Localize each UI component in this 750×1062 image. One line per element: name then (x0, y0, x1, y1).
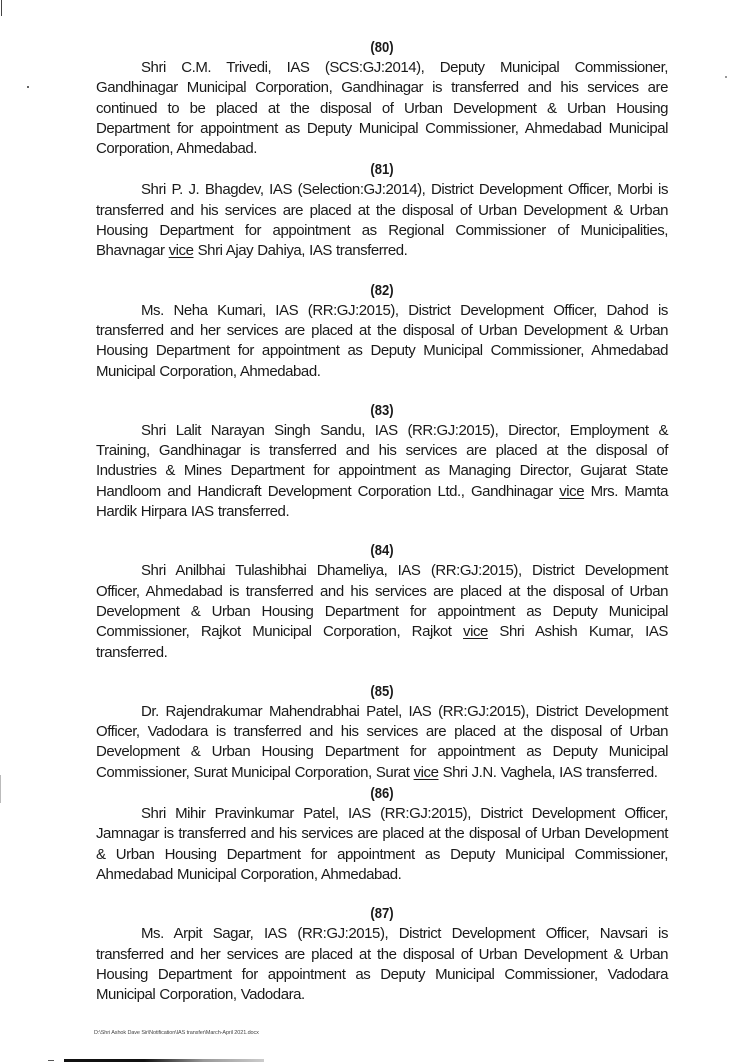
section-text-main: Shri Anilbhai Tulashibhai Dhameliya, IAS (RR:GJ:2015), District Development Officer, Ahmedabad is transferred and his services are placed at the disposal of Urban Development & Urban Housing Department for appointment as Deputy Municipal Commissioner, Rajkot Municipal Corporation, Rajkot (96, 562, 668, 641)
section-text-main: Shri Mihir Pravinkumar Patel, IAS (RR:GJ:2015), District Development Officer, Jamnagar is transferred and his services are placed at the disposal of Urban Development & Urban Housing Department for appointment as Deputy Municipal Commissioner, Ahmedabad Municipal Corporation, Ahmedabad. (96, 805, 668, 883)
scan-speck (27, 86, 29, 88)
order-section-80 (96, 38, 668, 159)
section-text (96, 58, 668, 159)
section-number: (82) (370, 282, 394, 299)
vice-underlined: vice (463, 623, 488, 641)
section-number: (81) (370, 162, 394, 179)
order-section-85 (96, 682, 668, 783)
vice-underlined: vice (559, 482, 585, 500)
file-path-footer: D:\Shri Ashok Dave Sir\Notification\IAS transfer\March-April 2021.docx (94, 1030, 259, 1036)
section-number: (83) (370, 402, 394, 419)
section-text (96, 561, 668, 662)
order-section-83 (96, 401, 668, 522)
section-text-tail: Shri J.N. Vaghela, IAS transferred. (438, 763, 658, 781)
section-text-tail: Shri Ashish Kumar, IAS transferred. (96, 623, 668, 661)
scan-edge-mark (1, 0, 2, 16)
document-body (96, 38, 668, 1005)
section-text-main: Shri C.M. Trivedi, IAS (SCS:GJ:2014), Deputy Municipal Commissioner, Gandhinagar Municipal Corporation, Gandhinagar is transferred and his services are continued to be placed at the disposal of Urban Development & Urban Housing Department for appointment as Deputy Municipal Commissioner, Ahmedabad Municipal Corporation, Ahmedabad. (96, 59, 668, 158)
section-text (96, 421, 668, 522)
section-number: (87) (370, 906, 394, 923)
order-section-86 (96, 784, 668, 885)
scan-edge-mark (0, 775, 1, 803)
order-section-87 (96, 904, 668, 1005)
section-text (96, 180, 668, 261)
scan-artifact (48, 1060, 54, 1061)
section-number: (80) (370, 40, 394, 56)
section-text-main: Dr. Rajendrakumar Mahendrabhai Patel, IAS (RR:GJ:2015), District Development Officer, Vadodara is transferred and his services are placed at the disposal of Urban Development & Urban Housing Department for appointment as Deputy Municipal Commissioner, Surat Municipal Corporation, Surat (96, 702, 668, 781)
vice-underlined: vice (413, 763, 439, 781)
order-section-82 (96, 281, 668, 382)
section-text-main: Shri Lalit Narayan Singh Sandu, IAS (RR:GJ:2015), Director, Employment & Training, Gandhinagar is transferred and his services are placed at the disposal of Industries & Mines Department for appointment as Managing Director, Gujarat State Handloom and Handicraft Development Corporation Ltd., Gandhinagar (96, 421, 668, 500)
section-text (96, 924, 668, 1005)
section-text-tail: Mrs. Mamta Hardik Hirpara IAS transferred. (96, 482, 668, 521)
section-text (96, 804, 668, 885)
section-text-main: Ms. Arpit Sagar, IAS (RR:GJ:2015), District Development Officer, Navsari is transferred and her services are placed at the disposal of Urban Development & Urban Housing Department for appointment as Deputy Municipal Commissioner, Vadodara Municipal Corporation, Vadodara. (96, 925, 668, 1004)
section-number: (86) (370, 786, 394, 803)
section-text-tail: Shri Ajay Dahiya, IAS transferred. (193, 242, 408, 260)
vice-underlined: vice (168, 242, 194, 260)
section-text (96, 301, 668, 382)
section-number: (84) (370, 543, 394, 560)
section-text (96, 702, 668, 783)
scan-speck (725, 76, 727, 78)
section-text-main: Ms. Neha Kumari, IAS (RR:GJ:2015), District Development Officer, Dahod is transferred and her services are placed at the disposal of Urban Development & Urban Housing Department for appointment as Deputy Municipal Commissioner, Ahmedabad Municipal Corporation, Ahmedabad. (96, 301, 668, 380)
section-text-main: Shri P. J. Bhagdev, IAS (Selection:GJ:2014), District Development Officer, Morbi is transferred and his services are placed at the disposal of Urban Development & Urban Housing Department for appointment as Regional Commissioner of Municipalities, Bhavnagar (96, 181, 668, 260)
order-section-84 (96, 541, 668, 662)
order-section-81 (96, 160, 668, 261)
section-number: (85) (370, 683, 394, 700)
